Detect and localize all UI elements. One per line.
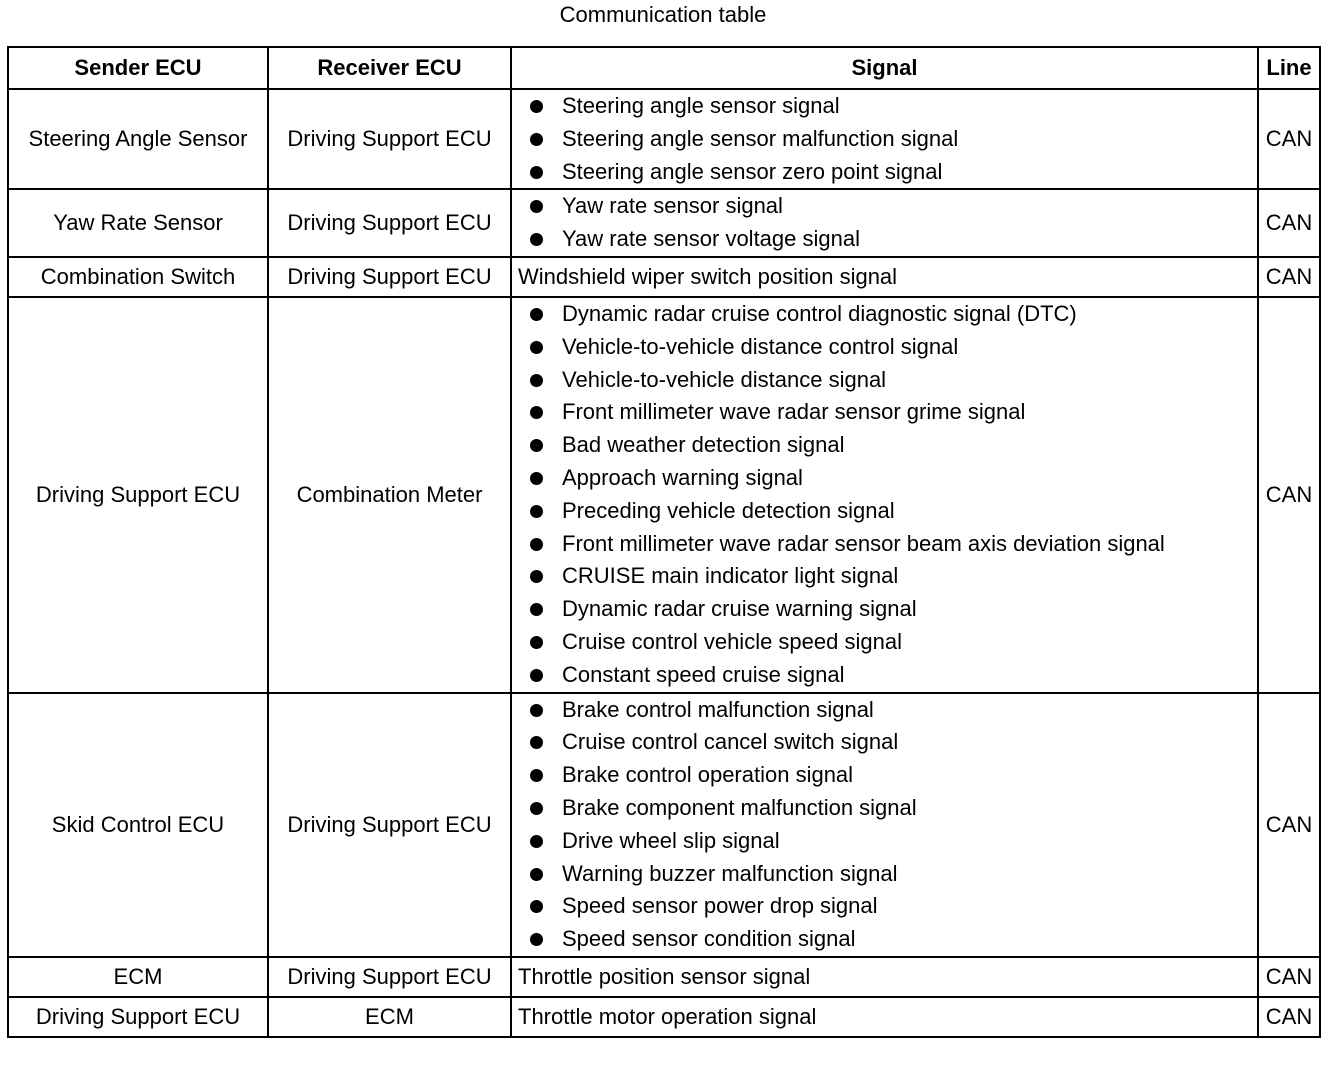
signal-list (512, 694, 1257, 956)
signal-item: Brake component malfunction signal (512, 792, 1257, 825)
table-row (8, 957, 1320, 997)
signal-cell (511, 89, 1258, 189)
signal-item: Speed sensor condition signal (512, 923, 1257, 956)
signal-item: Steering angle sensor signal (512, 90, 1257, 123)
receiver-cell: Driving Support ECU (268, 89, 511, 189)
signal-item: Steering angle sensor zero point signal (512, 156, 1257, 189)
signal-item: Brake control malfunction signal (512, 694, 1257, 727)
table-row (8, 257, 1320, 297)
signal-item: Vehicle-to-vehicle distance control signal (512, 331, 1257, 364)
table-row (8, 297, 1320, 693)
signal-item: Yaw rate sensor signal (512, 190, 1257, 223)
page-title: Communication table (559, 2, 767, 27)
header-row (8, 47, 1320, 89)
sender-cell: Steering Angle Sensor (8, 89, 268, 189)
line-cell: CAN (1258, 997, 1320, 1037)
receiver-cell: Driving Support ECU (268, 257, 511, 297)
line-cell: CAN (1258, 189, 1320, 257)
signal-item: Speed sensor power drop signal (512, 890, 1257, 923)
signal-item: CRUISE main indicator light signal (512, 560, 1257, 593)
signal-item: Drive wheel slip signal (512, 825, 1257, 858)
signal-item: Constant speed cruise signal (512, 659, 1257, 692)
signal-cell: Windshield wiper switch position signal (511, 257, 1258, 297)
sender-cell: Skid Control ECU (8, 693, 268, 957)
receiver-cell: Driving Support ECU (268, 693, 511, 957)
line-cell: CAN (1258, 257, 1320, 297)
signal-item: Yaw rate sensor voltage signal (512, 223, 1257, 256)
signal-cell (511, 297, 1258, 693)
header-line: Line (1258, 47, 1320, 89)
signal-cell: Throttle position sensor signal (511, 957, 1258, 997)
signal-item: Cruise control vehicle speed signal (512, 626, 1257, 659)
signal-item: Steering angle sensor malfunction signal (512, 123, 1257, 156)
signal-item: Bad weather detection signal (512, 429, 1257, 462)
signal-item: Dynamic radar cruise control diagnostic signal (DTC) (512, 298, 1257, 331)
sender-cell: Driving Support ECU (8, 997, 268, 1037)
header-sender-ecu: Sender ECU (8, 47, 268, 89)
table-row (8, 693, 1320, 957)
sender-cell: Combination Switch (8, 257, 268, 297)
signal-cell (511, 189, 1258, 257)
table-row (8, 189, 1320, 257)
signal-item: Vehicle-to-vehicle distance signal (512, 364, 1257, 397)
line-cell: CAN (1258, 957, 1320, 997)
signal-list (512, 90, 1257, 188)
signal-cell (511, 693, 1258, 957)
signal-item: Front millimeter wave radar sensor beam axis deviation signal (512, 528, 1257, 561)
table-row (8, 89, 1320, 189)
signal-item: Brake control operation signal (512, 759, 1257, 792)
signal-item: Dynamic radar cruise warning signal (512, 593, 1257, 626)
sender-cell: Yaw Rate Sensor (8, 189, 268, 257)
communication-table (7, 46, 1321, 1038)
sender-cell: ECM (8, 957, 268, 997)
header-receiver-ecu: Receiver ECU (268, 47, 511, 89)
sender-cell: Driving Support ECU (8, 297, 268, 693)
line-cell: CAN (1258, 89, 1320, 189)
receiver-cell: Driving Support ECU (268, 957, 511, 997)
line-cell: CAN (1258, 693, 1320, 957)
signal-list (512, 298, 1257, 692)
signal-item: Approach warning signal (512, 462, 1257, 495)
signal-cell: Throttle motor operation signal (511, 997, 1258, 1037)
table-row (8, 997, 1320, 1037)
signal-item: Front millimeter wave radar sensor grime signal (512, 396, 1257, 429)
header-signal: Signal (511, 47, 1258, 89)
receiver-cell: Combination Meter (268, 297, 511, 693)
signal-item: Preceding vehicle detection signal (512, 495, 1257, 528)
receiver-cell: ECM (268, 997, 511, 1037)
signal-list (512, 190, 1257, 256)
signal-item: Warning buzzer malfunction signal (512, 858, 1257, 891)
receiver-cell: Driving Support ECU (268, 189, 511, 257)
signal-item: Cruise control cancel switch signal (512, 726, 1257, 759)
line-cell: CAN (1258, 297, 1320, 693)
